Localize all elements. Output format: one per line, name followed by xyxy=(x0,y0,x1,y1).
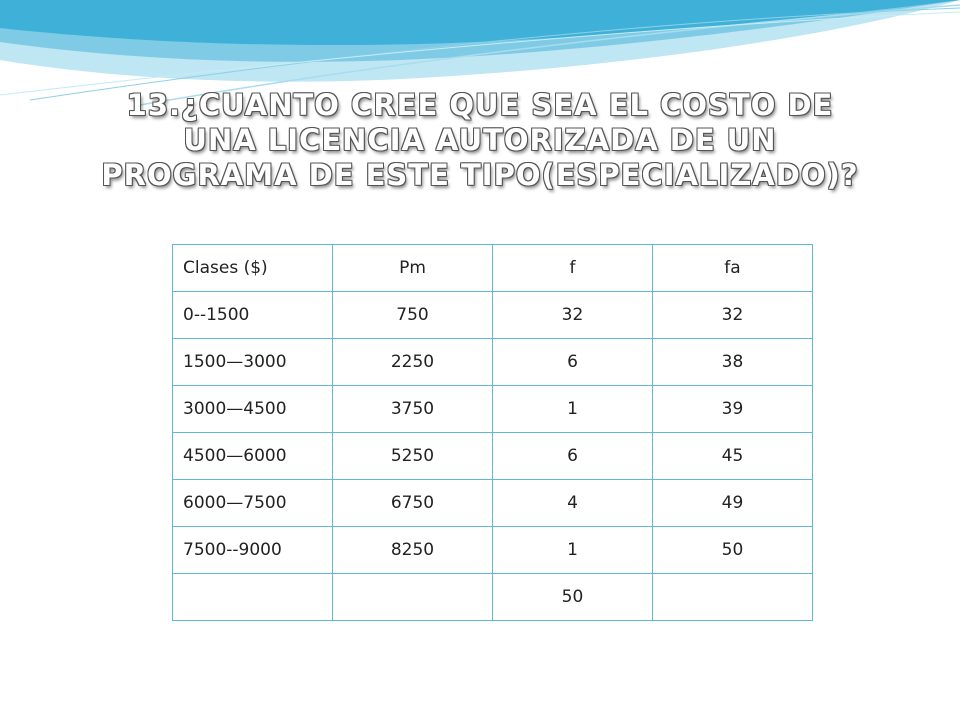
table-cell: 32 xyxy=(493,292,653,339)
table-cell: 6 xyxy=(493,339,653,386)
table-cell: 1 xyxy=(493,527,653,574)
table-cell: 750 xyxy=(333,292,493,339)
table-row xyxy=(173,527,813,574)
table-cell: 49 xyxy=(653,480,813,527)
table-cell: 6000—7500 xyxy=(173,480,333,527)
total-frequency-cell: 50 xyxy=(493,574,653,621)
table-cell: 1500—3000 xyxy=(173,339,333,386)
table-cell: 45 xyxy=(653,433,813,480)
table-cell: 4 xyxy=(493,480,653,527)
table-cell: 8250 xyxy=(333,527,493,574)
header-cell: Pm xyxy=(333,245,493,292)
table-cell: 0--1500 xyxy=(173,292,333,339)
table-cell: 2250 xyxy=(333,339,493,386)
header-cell: fa xyxy=(653,245,813,292)
table-cell: 6 xyxy=(493,433,653,480)
table-row xyxy=(173,292,813,339)
table-cell: 5250 xyxy=(333,433,493,480)
table-row xyxy=(173,433,813,480)
slide-title: 13.¿CUANTO CREE QUE SEA EL COSTO DE UNA LICENCIA AUTORIZADA DE UN PROGRAMA DE ESTE TIPO(ESPECIALIZADO)? xyxy=(101,88,859,192)
table-cell xyxy=(173,574,333,621)
table-cell: 50 xyxy=(653,527,813,574)
table-row xyxy=(173,339,813,386)
header-cell: Clases ($) xyxy=(173,245,333,292)
table-cell: 7500--9000 xyxy=(173,527,333,574)
table-cell: 6750 xyxy=(333,480,493,527)
table-cell: 32 xyxy=(653,292,813,339)
table-row xyxy=(173,386,813,433)
table-cell xyxy=(653,574,813,621)
table-cell: 39 xyxy=(653,386,813,433)
table-total-row xyxy=(173,574,813,621)
table-cell: 4500—6000 xyxy=(173,433,333,480)
table-header-row xyxy=(173,245,813,292)
frequency-table xyxy=(172,244,813,621)
table-cell: 1 xyxy=(493,386,653,433)
table-cell: 3000—4500 xyxy=(173,386,333,433)
table-row xyxy=(173,480,813,527)
header-cell: f xyxy=(493,245,653,292)
table-cell: 3750 xyxy=(333,386,493,433)
table-cell xyxy=(333,574,493,621)
table-cell: 38 xyxy=(653,339,813,386)
